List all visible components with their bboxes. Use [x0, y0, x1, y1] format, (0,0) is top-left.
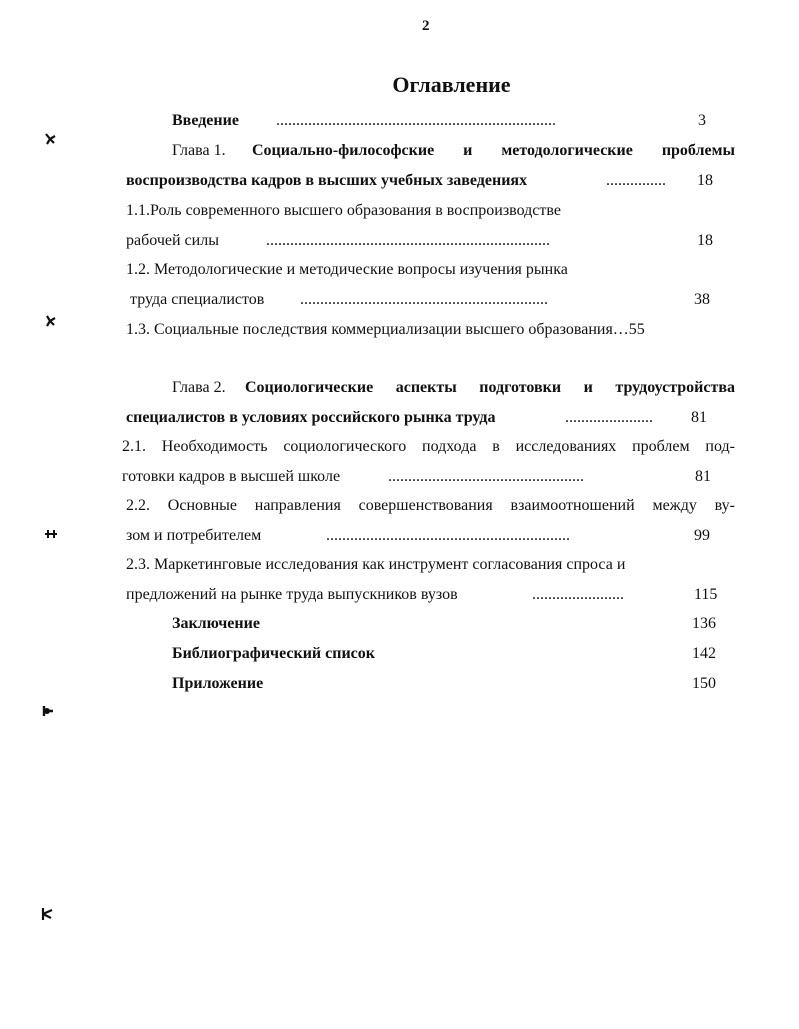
page-title: Оглавление [392, 72, 511, 97]
toc-section-2-3-line1: 2.3. Маркетинговые исследования как инструмент согласования спроса и [126, 556, 626, 573]
hole-punch-mark-icon [44, 314, 56, 328]
toc-section-2-3-line2: предложений на рынке труда выпускников вузов [126, 586, 458, 603]
toc-conclusion-label: Заключение [172, 615, 260, 632]
toc-chapter1-title-line2: воспроизводства кадров в высших учебных заведениях [126, 172, 528, 189]
toc-section-2-1-line1: 2.1. Необходимость социологического подхода в исследованиях проблем под- [122, 438, 735, 455]
toc-section-2-2-page: 99 [694, 527, 710, 544]
toc-intro-dots: ...................................................................... [276, 112, 556, 129]
hole-punch-mark-icon [44, 528, 56, 542]
toc-section-2-1-line2: готовки кадров в высшей школе [122, 468, 341, 485]
toc-chapter2-dots: ...................... [565, 409, 653, 426]
toc-section-1-2-dots: .............................................................. [300, 291, 548, 308]
toc-section-2-3-page: 115 [694, 586, 718, 603]
toc-chapter1-dots: ............... [606, 172, 666, 189]
toc-section-1-2-page: 38 [694, 291, 710, 308]
toc-section-2-3-dots: ....................... [532, 586, 624, 603]
toc-intro-label: Введение [172, 112, 239, 129]
toc-chapter1-page: 18 [697, 172, 713, 189]
hole-punch-mark-icon [44, 132, 56, 146]
toc-intro-page: 3 [698, 112, 706, 129]
toc-bibliography-label: Библиографический список [172, 645, 375, 662]
toc-section-1-1-page: 18 [697, 232, 713, 249]
hole-punch-mark-icon [40, 907, 52, 921]
toc-section-2-2-dots: ............................................................. [326, 527, 570, 544]
toc-section-1-2-line2: труда специалистов [130, 291, 265, 308]
toc-section-2-2-line1: 2.2. Основные направления совершенствования взаимоотношений между ву- [126, 497, 735, 514]
toc-section-1-3: 1.3. Социальные последствия коммерциализации высшего образования…55 [126, 321, 645, 338]
toc-section-1-1-line2: рабочей силы [126, 232, 219, 249]
toc-chapter2-page: 81 [691, 409, 707, 426]
toc-section-2-1-page: 81 [695, 468, 711, 485]
toc-section-1-2-line1: 1.2. Методологические и методические вопросы изучения рынка [126, 261, 568, 278]
toc-bibliography-page: 142 [692, 645, 716, 662]
toc-chapter2-prefix: Глава 2. [172, 379, 226, 396]
page-number: 2 [422, 18, 430, 34]
toc-section-2-1-dots: ................................................. [388, 468, 584, 485]
toc-appendix-page: 150 [692, 675, 716, 692]
toc-appendix-label: Приложение [172, 675, 264, 692]
toc-section-2-2-line2: зом и потребителем [126, 527, 262, 544]
hole-punch-mark-icon [42, 704, 54, 718]
toc-conclusion-page: 136 [692, 615, 716, 632]
toc-chapter2-title-line2: специалистов в условиях российского рынка труда [126, 409, 496, 426]
toc-chapter1-title-line1: Социально-философские и методологические проблемы [252, 142, 735, 159]
toc-chapter1-prefix: Глава 1. [172, 142, 226, 159]
toc-section-1-1-dots: ....................................................................... [266, 232, 550, 249]
toc-chapter2-title-line1: Социологические аспекты подготовки и трудоустройства [245, 379, 735, 396]
toc-section-1-1-line1: 1.1.Роль современного высшего образования в воспроизводстве [126, 202, 561, 219]
